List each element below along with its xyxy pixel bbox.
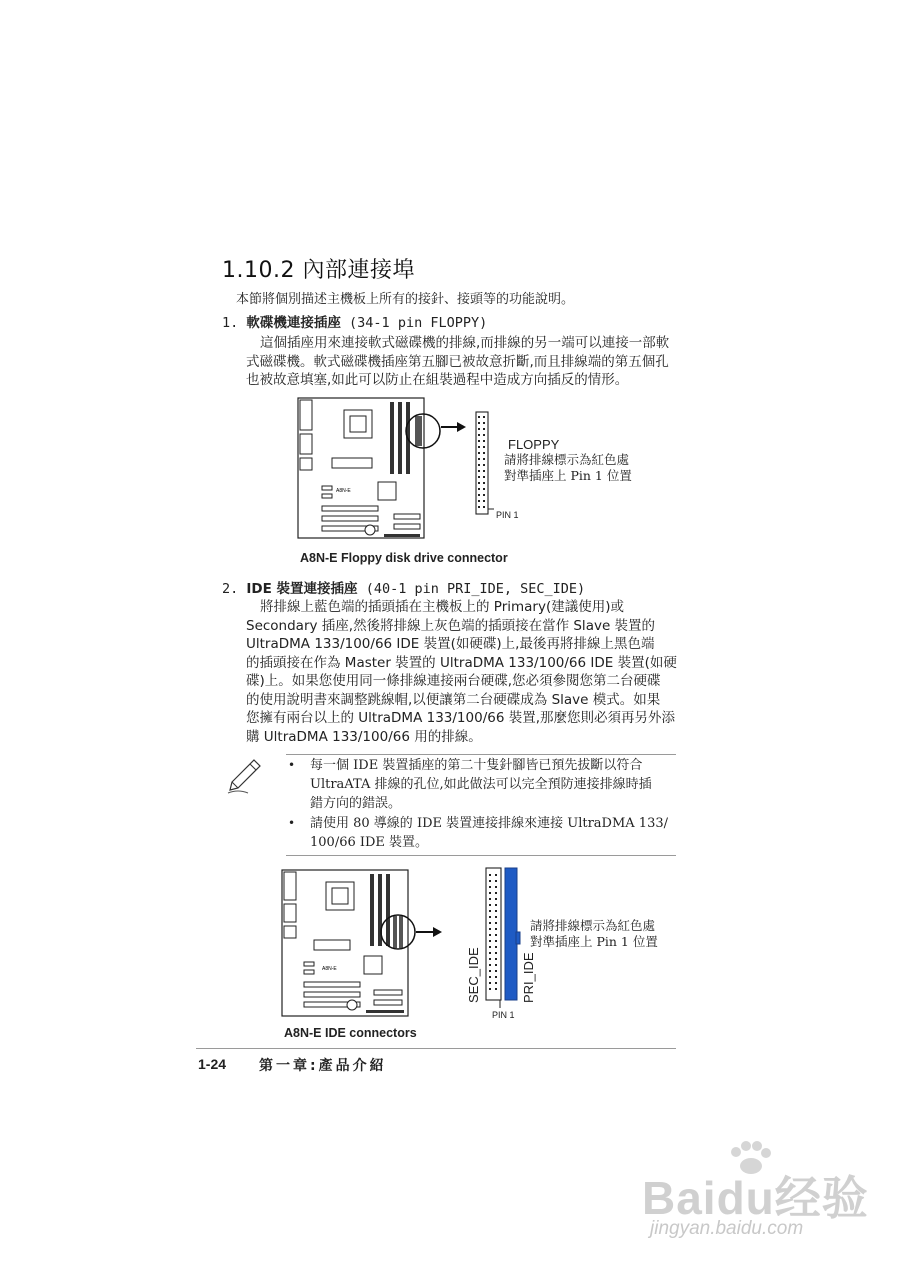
chapter-title: 第一章:產品介紹 (259, 1058, 387, 1074)
bullet-icon: • (288, 816, 296, 830)
item2-line: Secondary 插座,然後將排線上灰色端的插頭接在當作 Slave 裝置的 (246, 617, 656, 634)
item1-heading (222, 311, 487, 331)
footer-rule (196, 1048, 676, 1049)
battery (347, 1000, 357, 1010)
item1-title: 軟碟機連接插座 (246, 315, 341, 331)
header (304, 970, 314, 974)
header (394, 524, 420, 529)
pci-slot (322, 516, 378, 521)
floppy-connector-on-board (415, 416, 422, 446)
intro-text: 本節將個別描述主機板上所有的接針、接頭等的功能說明。 (236, 292, 575, 307)
front-panel-header (384, 534, 420, 537)
item2-number: 2. (222, 581, 239, 597)
header (322, 494, 332, 498)
watermark-word: Baidu经验 (642, 1172, 869, 1224)
note-line: UltraATA 排線的孔位,如此做法可以完全預防連接排線時插 (310, 777, 652, 792)
board-label: A8N-E (322, 966, 337, 972)
arrow-head (457, 422, 466, 432)
ide-note-line: 請將排線標示為紅色處 (530, 918, 656, 933)
io-port (284, 904, 296, 922)
section-name: 內部連接埠 (302, 258, 415, 283)
io-port (284, 872, 296, 900)
note-bullet-1 (288, 756, 652, 813)
ide-pin1-label: PIN 1 (492, 1010, 515, 1020)
pri-ide-connector-zoom (505, 868, 517, 1000)
item1-line: 式磁碟機。軟式磁碟機插座第五腳已被故意折斷,而且排線端的第五個孔 (246, 353, 669, 370)
section-title (222, 253, 415, 284)
dimm-slot (390, 402, 394, 474)
item2-title: IDE 裝置連接插座 (246, 581, 358, 597)
board-label: A8N-E (336, 488, 351, 494)
sec-ide-connector-zoom (486, 868, 501, 1000)
watermark-url: jingyan.baidu.com (650, 1218, 804, 1239)
ide-note-line: 對準插座上 Pin 1 位置 (530, 934, 658, 949)
front-panel-header (366, 1010, 404, 1013)
item2-line: 購 UltraDMA 133/100/66 用的排線。 (246, 728, 482, 745)
item2-line: 的使用說明書來調整跳線帽,以便讓第二台硬碟成為 Slave 模式。如果 (246, 691, 661, 708)
dimm-slot (386, 874, 390, 946)
pri-ide-key (516, 932, 520, 944)
section-number: 1.10.2 (222, 258, 295, 283)
item2-line: 碟)上。如果您使用同一條排線連接兩台硬碟,您必須參閱您第二台硬碟 (246, 673, 661, 689)
note-line: 100/66 IDE 裝置。 (310, 835, 429, 850)
item2-line: 將排線上藍色端的插頭插在主機板上的 Primary(建議使用)或 (260, 599, 624, 615)
cpu-core (332, 888, 348, 904)
note-line: 請使用 80 導線的 IDE 裝置連接排線來連接 UltraDMA 133/ (310, 816, 669, 831)
item1-line: 也被故意填塞,如此可以防止在組裝過程中造成方向插反的情形。 (246, 372, 629, 388)
floppy-caption: A8N-E Floppy disk drive connector (300, 551, 508, 565)
chip (332, 458, 372, 468)
battery (365, 525, 375, 535)
pci-slot (322, 506, 378, 511)
item1-number: 1. (222, 315, 239, 331)
header (322, 486, 332, 490)
floppy-connector-zoom (476, 412, 488, 514)
header (304, 962, 314, 966)
ide-caption: A8N-E IDE connectors (284, 1026, 417, 1040)
chip (314, 940, 350, 950)
chipset (378, 482, 396, 500)
dimm-slot (398, 402, 402, 474)
item2-line: UltraDMA 133/100/66 IDE 裝置(如硬碟)上,最後再將排線上黑色端 (246, 636, 655, 652)
item1-paragraph (246, 334, 669, 390)
pri-ide-on-board (399, 916, 403, 948)
io-port (300, 400, 312, 430)
header (374, 1000, 402, 1005)
chipset (364, 956, 382, 974)
header (374, 990, 402, 995)
note-bullet-2 (288, 814, 668, 852)
note-line: 每一個 IDE 裝置插座的第二十隻針腳皆已預先拔斷以符合 (310, 758, 643, 773)
io-port (300, 458, 312, 470)
item2-spec: (40-1 pin PRI_IDE, SEC_IDE) (365, 581, 586, 597)
note-line: 錯方向的錯誤。 (310, 796, 402, 811)
floppy-note-line: 對準插座上 Pin 1 位置 (504, 468, 632, 483)
floppy-note-line: 請將排線標示為紅色處 (504, 452, 630, 467)
item1-spec: (34-1 pin FLOPPY) (349, 315, 488, 331)
sec-ide-label: SEC_IDE (466, 947, 481, 1003)
item2-line: 的插頭接在作為 Master 裝置的 UltraDMA 133/100/66 IDE 裝置(如硬 (246, 654, 677, 671)
pri-ide-label: PRI_IDE (521, 952, 536, 1003)
floppy-pin1-label: PIN 1 (496, 510, 519, 520)
item2-line: 您擁有兩台以上的 UltraDMA 133/100/66 裝置,那麼您則必須再另外添 (246, 710, 676, 726)
item1-line: 這個插座用來連接軟式磁碟機的排線,而排線的另一端可以連接一部軟 (260, 335, 670, 351)
header (394, 514, 420, 519)
item2-heading (222, 577, 585, 597)
arrow-head (433, 927, 442, 937)
floppy-label: FLOPPY (508, 437, 560, 452)
io-port (284, 926, 296, 938)
pci-slot (304, 982, 360, 987)
sec-ide-on-board (393, 916, 397, 948)
item2-paragraph (246, 598, 677, 746)
dimm-slot (370, 874, 374, 946)
floppy-note (504, 452, 632, 484)
cpu-core (350, 416, 366, 432)
pen-note-icon (224, 756, 264, 796)
io-port (300, 434, 312, 454)
floppy-board-diagram (294, 394, 514, 544)
bullet-icon: • (288, 758, 296, 772)
ide-note (530, 918, 658, 950)
pci-slot (304, 992, 360, 997)
page-number: 1-24 (198, 1056, 227, 1072)
